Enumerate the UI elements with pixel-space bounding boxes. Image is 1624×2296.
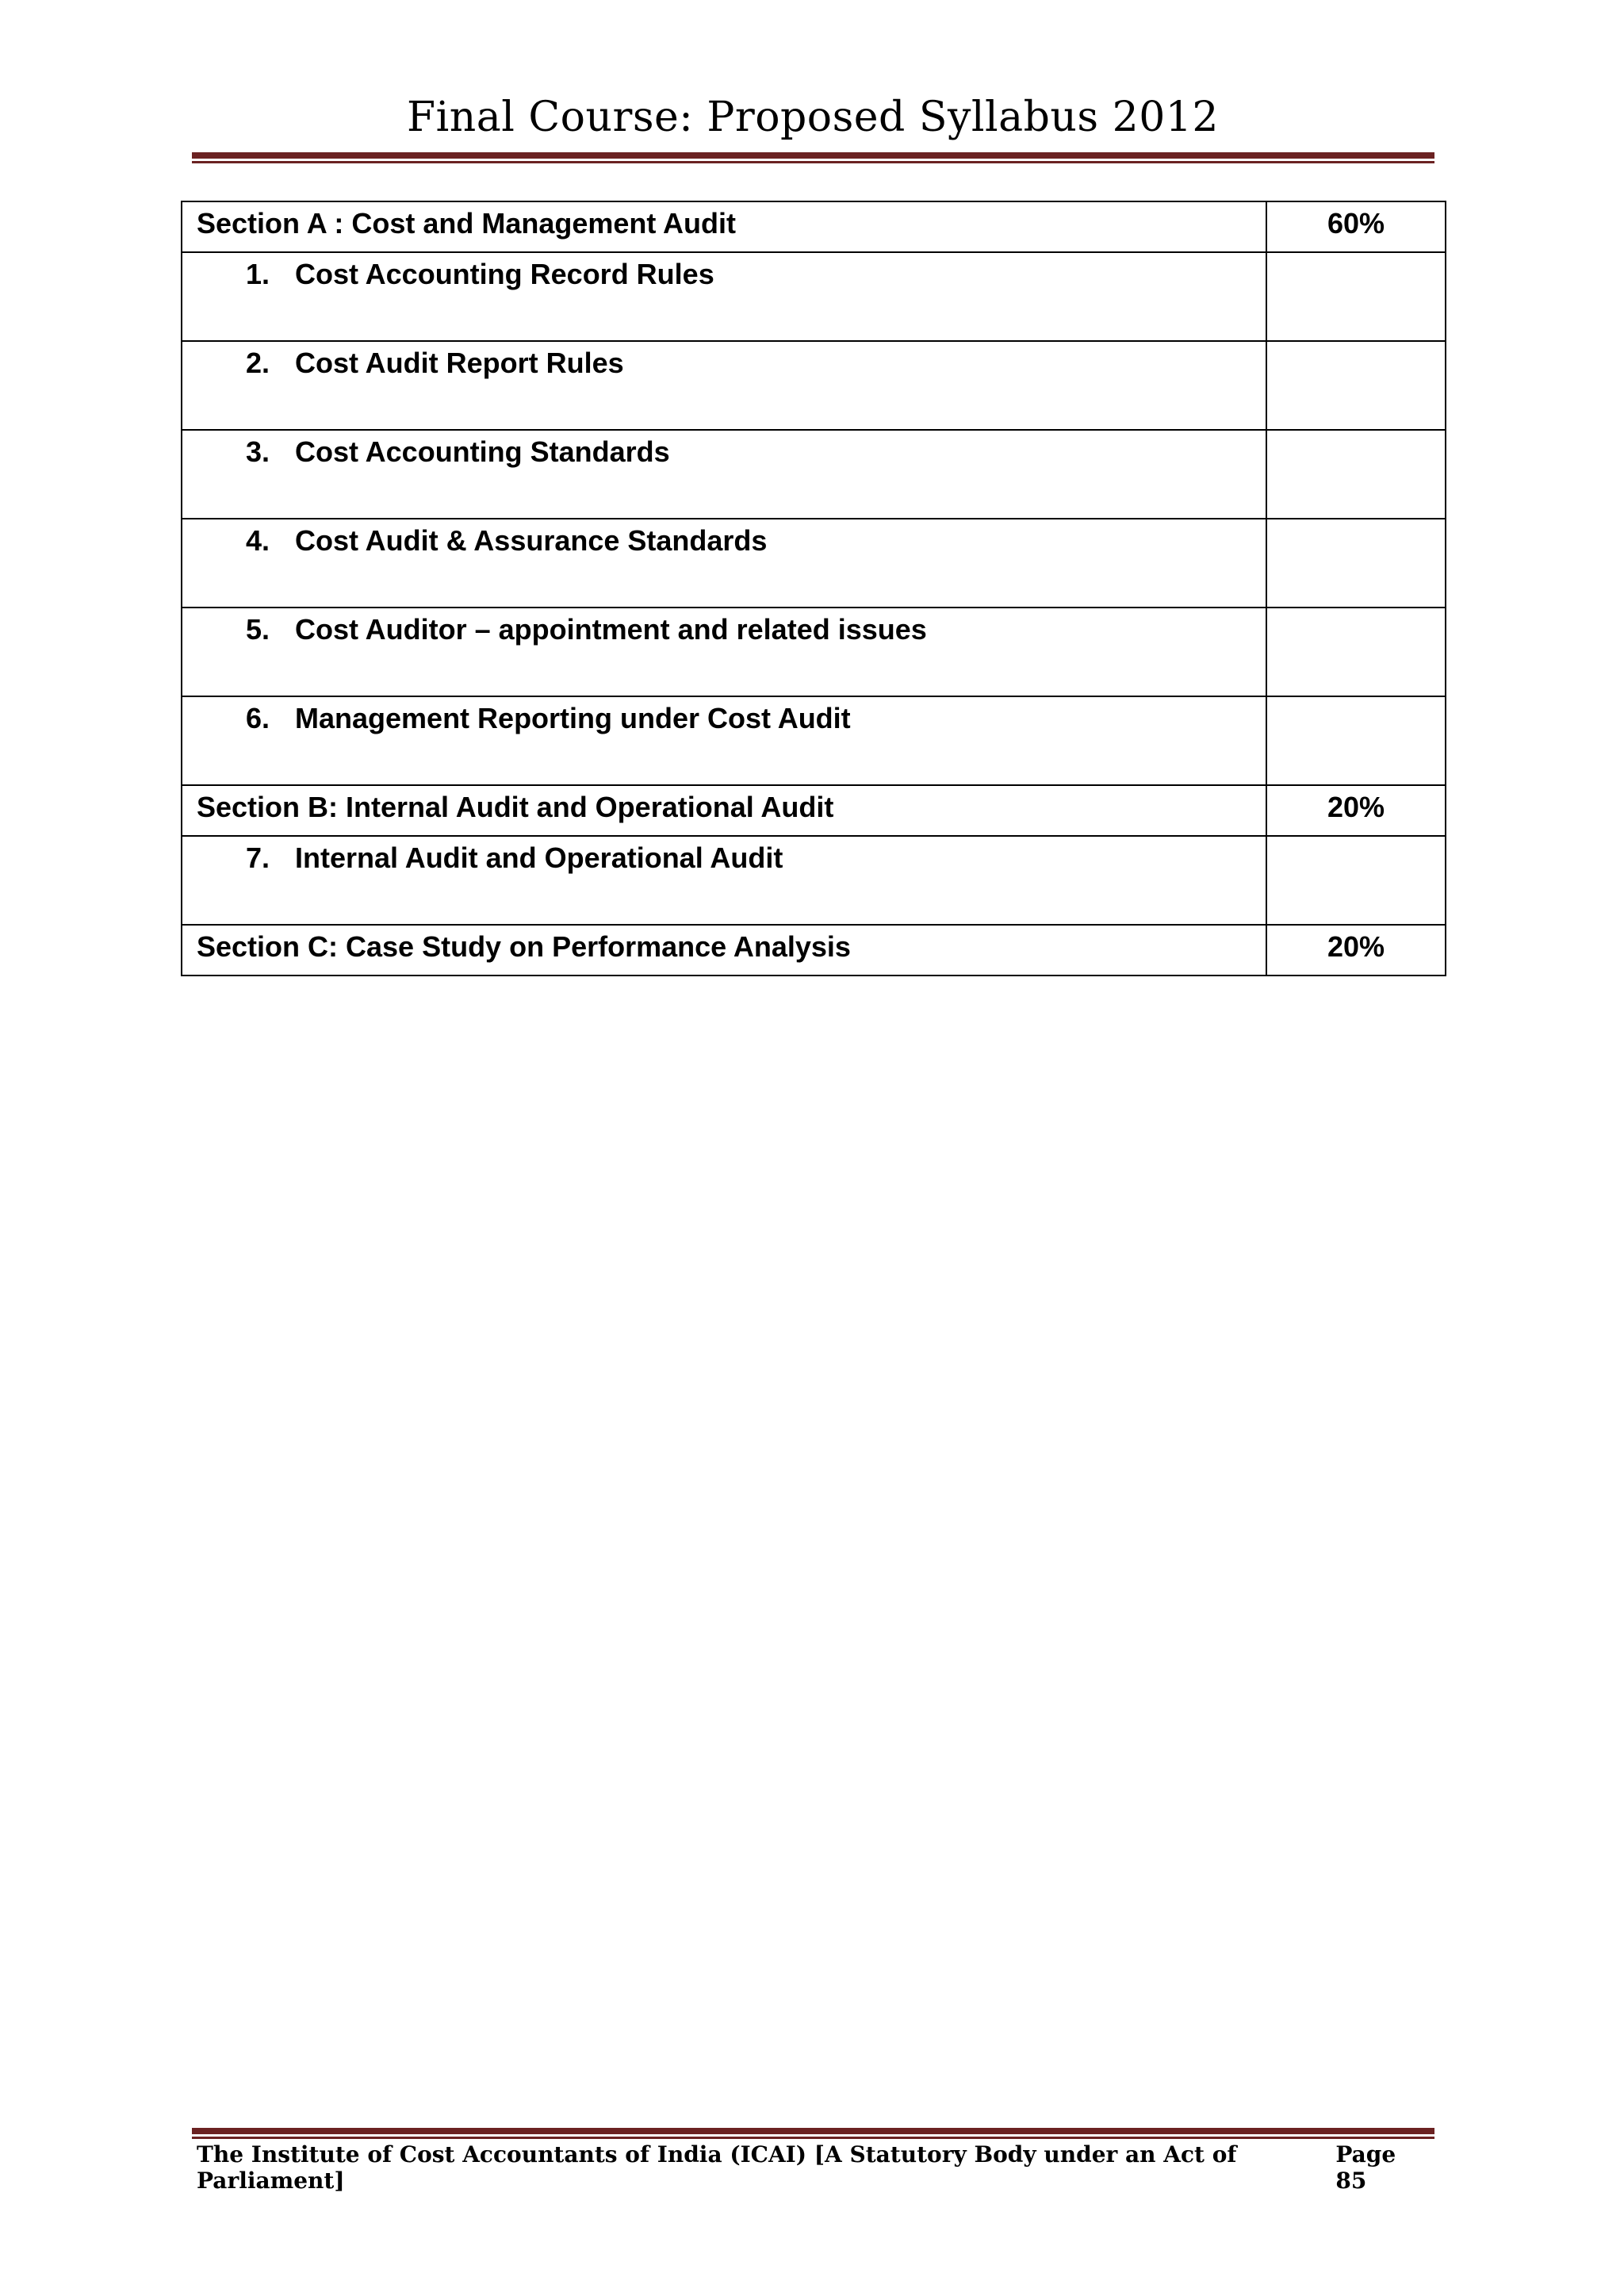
footer-institute: The Institute of Cost Accountants of India (ICAI) [A Statutory Body under an Act of Parliament]: [197, 2141, 1237, 2194]
topic-label: Cost Accounting Record Rules: [295, 258, 714, 290]
topic-label: Cost Auditor – appointment and related issues: [295, 613, 927, 646]
topic-row: [182, 608, 1446, 696]
topic-label: Cost Audit & Assurance Standards: [295, 524, 768, 557]
topic-label: Internal Audit and Operational Audit: [295, 841, 783, 874]
topic-number: 2.: [246, 347, 270, 379]
section-c-weight: 20%: [1266, 925, 1446, 976]
topic-number: 6.: [246, 702, 270, 734]
section-c-row: [182, 925, 1446, 976]
topic-number: 3.: [246, 435, 270, 468]
topic-label: Cost Audit Report Rules: [295, 347, 624, 379]
topic-label: Management Reporting under Cost Audit: [295, 702, 851, 734]
section-b-weight: 20%: [1266, 785, 1446, 836]
topic-row: [182, 836, 1446, 925]
section-b-row: [182, 785, 1446, 836]
page-title: Final Course: Proposed Syllabus 2012: [407, 94, 1219, 141]
section-c-label: Section C: Case Study on Performance Analysis: [182, 925, 1266, 976]
topic-row: [182, 341, 1446, 430]
topic-row: [182, 252, 1446, 341]
footer-rule: [192, 2128, 1434, 2139]
header-rule: [192, 152, 1434, 163]
syllabus-table: [181, 201, 1446, 976]
topic-label: Cost Accounting Standards: [295, 435, 670, 468]
topic-number: 7.: [246, 841, 270, 874]
section-a-weight: 60%: [1266, 201, 1446, 252]
section-a-label: Section A : Cost and Management Audit: [182, 201, 1266, 252]
section-a-row: [182, 201, 1446, 252]
topic-row: [182, 696, 1446, 785]
section-b-label: Section B: Internal Audit and Operational Audit: [182, 785, 1266, 836]
page-footer: [197, 2141, 1430, 2194]
topic-row: [182, 430, 1446, 519]
topic-number: 1.: [246, 258, 270, 290]
topic-number: 4.: [246, 524, 270, 557]
page-number: Page 85: [1335, 2141, 1396, 2194]
topic-row: [182, 519, 1446, 608]
topic-number: 5.: [246, 613, 270, 646]
